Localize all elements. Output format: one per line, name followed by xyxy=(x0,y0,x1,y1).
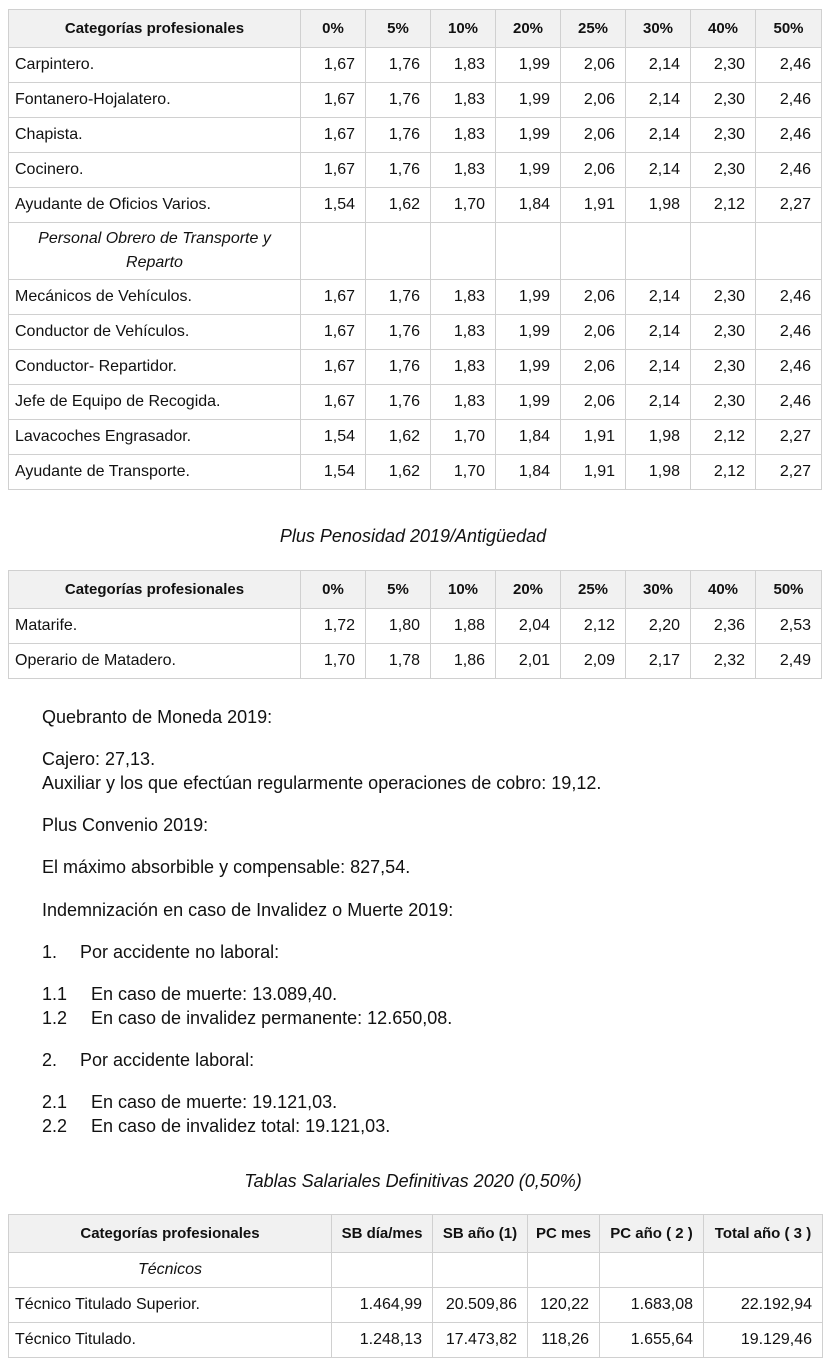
list-number: 2. xyxy=(42,1050,58,1070)
value-cell: 1,62 xyxy=(366,420,431,455)
value-cell: 17.473,82 xyxy=(433,1323,528,1358)
value-cell: 2,12 xyxy=(561,609,626,644)
column-header: 20% xyxy=(496,10,561,48)
value-cell: 2,14 xyxy=(626,350,691,385)
empty-cell xyxy=(756,223,822,280)
column-header: 5% xyxy=(366,571,431,609)
value-cell: 1,88 xyxy=(431,609,496,644)
value-cell: 2,36 xyxy=(691,609,756,644)
list-number: 2.2 xyxy=(42,1116,68,1136)
column-header: 30% xyxy=(626,10,691,48)
value-cell: 1,86 xyxy=(431,644,496,679)
table-row xyxy=(9,609,822,644)
value-cell: 2,53 xyxy=(756,609,822,644)
table-row xyxy=(9,48,822,83)
value-cell: 1,83 xyxy=(431,83,496,118)
category-cell: Fontanero-Hojalatero. xyxy=(9,83,301,118)
value-cell: 1,76 xyxy=(366,280,431,315)
list-number: 1.2 xyxy=(42,1008,68,1028)
value-cell: 1,76 xyxy=(366,385,431,420)
value-cell: 1,98 xyxy=(626,420,691,455)
value-cell: 22.192,94 xyxy=(704,1288,823,1323)
table-header-row xyxy=(9,1215,823,1253)
table-header-row xyxy=(9,10,822,48)
value-cell: 2,27 xyxy=(756,420,822,455)
table-row xyxy=(9,315,822,350)
list-text: En caso de muerte: 13.089,40. xyxy=(91,984,338,1004)
column-header: 0% xyxy=(301,10,366,48)
value-cell: 118,26 xyxy=(528,1323,600,1358)
empty-cell xyxy=(704,1253,823,1288)
value-cell: 1,67 xyxy=(301,315,366,350)
value-cell: 2,06 xyxy=(561,280,626,315)
value-cell: 2,12 xyxy=(691,420,756,455)
list-number: 1.1 xyxy=(42,984,68,1004)
table-row xyxy=(9,420,822,455)
value-cell: 1,67 xyxy=(301,118,366,153)
column-header: 0% xyxy=(301,571,366,609)
table-row xyxy=(9,455,822,490)
value-cell: 1,84 xyxy=(496,455,561,490)
value-cell: 1,67 xyxy=(301,48,366,83)
value-cell: 1,76 xyxy=(366,350,431,385)
value-cell: 1,83 xyxy=(431,350,496,385)
table-row xyxy=(9,385,822,420)
table-row xyxy=(9,83,822,118)
empty-cell xyxy=(431,223,496,280)
caption-tablas-salariales: Tablas Salariales Definitivas 2020 (0,50%) xyxy=(244,1171,582,1191)
value-cell: 1,83 xyxy=(431,48,496,83)
column-header: SB día/mes xyxy=(332,1215,433,1253)
list-item xyxy=(42,942,279,963)
category-cell: Mecánicos de Vehículos. xyxy=(9,280,301,315)
table-row xyxy=(9,644,822,679)
list-item xyxy=(42,1116,390,1137)
value-cell: 1,99 xyxy=(496,118,561,153)
value-cell: 1,67 xyxy=(301,83,366,118)
value-cell: 2,14 xyxy=(626,315,691,350)
value-cell: 2,14 xyxy=(626,280,691,315)
plus-table-antiguedad xyxy=(8,9,822,490)
column-header: Categorías profesionales xyxy=(9,10,301,48)
value-cell: 2,30 xyxy=(691,118,756,153)
list-number: 1. xyxy=(42,942,58,962)
value-cell: 2,06 xyxy=(561,153,626,188)
list-item xyxy=(42,1008,452,1029)
value-cell: 120,22 xyxy=(528,1288,600,1323)
value-cell: 2,14 xyxy=(626,48,691,83)
empty-cell xyxy=(528,1253,600,1288)
value-cell: 2,01 xyxy=(496,644,561,679)
value-cell: 2,14 xyxy=(626,385,691,420)
value-cell: 2,06 xyxy=(561,315,626,350)
value-cell: 1,83 xyxy=(431,280,496,315)
value-cell: 2,49 xyxy=(756,644,822,679)
column-header: 5% xyxy=(366,10,431,48)
value-cell: 2,14 xyxy=(626,118,691,153)
quebranto-title: Quebranto de Moneda 2019: xyxy=(42,707,273,727)
value-cell: 2,30 xyxy=(691,48,756,83)
plus-convenio-title: Plus Convenio 2019: xyxy=(42,815,209,835)
column-header: 30% xyxy=(626,571,691,609)
column-header: 10% xyxy=(431,571,496,609)
category-cell: Conductor- Repartidor. xyxy=(9,350,301,385)
column-header: 50% xyxy=(756,10,822,48)
value-cell: 2,46 xyxy=(756,315,822,350)
value-cell: 2,17 xyxy=(626,644,691,679)
empty-cell xyxy=(433,1253,528,1288)
value-cell: 2,46 xyxy=(756,118,822,153)
value-cell: 2,30 xyxy=(691,350,756,385)
category-cell: Jefe de Equipo de Recogida. xyxy=(9,385,301,420)
value-cell: 2,46 xyxy=(756,350,822,385)
caption-plus-penosidad: Plus Penosidad 2019/Antigüedad xyxy=(279,526,547,546)
value-cell: 2,14 xyxy=(626,153,691,188)
value-cell: 1,70 xyxy=(431,188,496,223)
column-header: 10% xyxy=(431,10,496,48)
value-cell: 1,84 xyxy=(496,420,561,455)
category-cell: Técnico Titulado Superior. xyxy=(9,1288,332,1323)
section-row xyxy=(9,1253,823,1288)
list-text: Por accidente no laboral: xyxy=(80,942,280,962)
value-cell: 2,09 xyxy=(561,644,626,679)
value-cell: 1,67 xyxy=(301,153,366,188)
value-cell: 2,30 xyxy=(691,153,756,188)
table-row xyxy=(9,1288,823,1323)
value-cell: 1,72 xyxy=(301,609,366,644)
empty-cell xyxy=(332,1253,433,1288)
value-cell: 2,12 xyxy=(691,455,756,490)
value-cell: 2,46 xyxy=(756,153,822,188)
value-cell: 1,91 xyxy=(561,188,626,223)
value-cell: 1,76 xyxy=(366,153,431,188)
value-cell: 2,14 xyxy=(626,83,691,118)
column-header: 50% xyxy=(756,571,822,609)
value-cell: 1,54 xyxy=(301,455,366,490)
value-cell: 1,99 xyxy=(496,315,561,350)
value-cell: 1,67 xyxy=(301,280,366,315)
empty-cell xyxy=(691,223,756,280)
value-cell: 1,84 xyxy=(496,188,561,223)
value-cell: 1,70 xyxy=(431,420,496,455)
value-cell: 2,06 xyxy=(561,48,626,83)
category-cell: Chapista. xyxy=(9,118,301,153)
list-text: En caso de muerte: 19.121,03. xyxy=(91,1092,338,1112)
column-header: 20% xyxy=(496,571,561,609)
category-cell: Matarife. xyxy=(9,609,301,644)
value-cell: 1,99 xyxy=(496,83,561,118)
value-cell: 1,70 xyxy=(431,455,496,490)
maximo-text: El máximo absorbible y compensable: 827,54. xyxy=(42,857,411,877)
column-header: 25% xyxy=(561,10,626,48)
salary-table-2020 xyxy=(8,1214,823,1358)
value-cell: 2,46 xyxy=(756,280,822,315)
column-header: PC mes xyxy=(528,1215,600,1253)
category-cell: Cocinero. xyxy=(9,153,301,188)
value-cell: 1.683,08 xyxy=(600,1288,704,1323)
value-cell: 1,76 xyxy=(366,118,431,153)
value-cell: 1,83 xyxy=(431,385,496,420)
section-row xyxy=(9,223,822,280)
value-cell: 1,76 xyxy=(366,315,431,350)
cajero-text: Cajero: 27,13. xyxy=(42,749,156,769)
category-cell: Conductor de Vehículos. xyxy=(9,315,301,350)
column-header: Categorías profesionales xyxy=(9,571,301,609)
value-cell: 1,99 xyxy=(496,280,561,315)
value-cell: 2,06 xyxy=(561,83,626,118)
value-cell: 1,99 xyxy=(496,350,561,385)
list-item xyxy=(42,1050,254,1071)
value-cell: 2,30 xyxy=(691,315,756,350)
section-label: Técnicos xyxy=(9,1253,332,1288)
value-cell: 1,99 xyxy=(496,385,561,420)
empty-cell xyxy=(561,223,626,280)
category-cell: Operario de Matadero. xyxy=(9,644,301,679)
value-cell: 19.129,46 xyxy=(704,1323,823,1358)
value-cell: 2,04 xyxy=(496,609,561,644)
value-cell: 1,70 xyxy=(301,644,366,679)
value-cell: 1,67 xyxy=(301,385,366,420)
value-cell: 1.248,13 xyxy=(332,1323,433,1358)
value-cell: 2,30 xyxy=(691,385,756,420)
value-cell: 1,83 xyxy=(431,153,496,188)
empty-cell xyxy=(496,223,561,280)
value-cell: 1,83 xyxy=(431,118,496,153)
list-item xyxy=(42,1092,337,1113)
column-header: Categorías profesionales xyxy=(9,1215,332,1253)
value-cell: 1,91 xyxy=(561,420,626,455)
value-cell: 1,83 xyxy=(431,315,496,350)
value-cell: 1,54 xyxy=(301,188,366,223)
value-cell: 2,46 xyxy=(756,385,822,420)
category-cell: Carpintero. xyxy=(9,48,301,83)
column-header: 25% xyxy=(561,571,626,609)
value-cell: 2,06 xyxy=(561,118,626,153)
empty-cell xyxy=(600,1253,704,1288)
value-cell: 1,67 xyxy=(301,350,366,385)
value-cell: 1,99 xyxy=(496,48,561,83)
value-cell: 1.655,64 xyxy=(600,1323,704,1358)
table-row xyxy=(9,1323,823,1358)
value-cell: 2,27 xyxy=(756,188,822,223)
indemnizacion-title: Indemnización en caso de Invalidez o Muerte 2019: xyxy=(42,900,454,920)
column-header: SB año (1) xyxy=(433,1215,528,1253)
value-cell: 1,54 xyxy=(301,420,366,455)
column-header: Total año ( 3 ) xyxy=(704,1215,823,1253)
value-cell: 1,76 xyxy=(366,83,431,118)
value-cell: 2,27 xyxy=(756,455,822,490)
value-cell: 1,62 xyxy=(366,188,431,223)
table-row xyxy=(9,350,822,385)
list-text: Por accidente laboral: xyxy=(80,1050,255,1070)
list-number: 2.1 xyxy=(42,1092,68,1112)
value-cell: 1.464,99 xyxy=(332,1288,433,1323)
value-cell: 2,06 xyxy=(561,385,626,420)
list-item xyxy=(42,984,337,1005)
category-cell: Ayudante de Transporte. xyxy=(9,455,301,490)
empty-cell xyxy=(366,223,431,280)
value-cell: 1,99 xyxy=(496,153,561,188)
auxiliar-text: Auxiliar y los que efectúan regularmente operaciones de cobro: 19,12. xyxy=(42,773,602,793)
list-text: En caso de invalidez permanente: 12.650,08. xyxy=(91,1008,453,1028)
column-header: 40% xyxy=(691,571,756,609)
category-cell: Técnico Titulado. xyxy=(9,1323,332,1358)
category-cell: Ayudante de Oficios Varios. xyxy=(9,188,301,223)
value-cell: 1,98 xyxy=(626,455,691,490)
column-header: PC año ( 2 ) xyxy=(600,1215,704,1253)
value-cell: 2,12 xyxy=(691,188,756,223)
value-cell: 1,80 xyxy=(366,609,431,644)
table-row xyxy=(9,153,822,188)
list-text: En caso de invalidez total: 19.121,03. xyxy=(91,1116,391,1136)
value-cell: 1,76 xyxy=(366,48,431,83)
value-cell: 1,91 xyxy=(561,455,626,490)
value-cell: 2,30 xyxy=(691,280,756,315)
value-cell: 2,20 xyxy=(626,609,691,644)
value-cell: 20.509,86 xyxy=(433,1288,528,1323)
value-cell: 2,06 xyxy=(561,350,626,385)
value-cell: 2,46 xyxy=(756,48,822,83)
section-label: Personal Obrero de Transporte y Reparto xyxy=(9,223,301,280)
column-header: 40% xyxy=(691,10,756,48)
table-header-row xyxy=(9,571,822,609)
value-cell: 1,78 xyxy=(366,644,431,679)
empty-cell xyxy=(626,223,691,280)
category-cell: Lavacoches Engrasador. xyxy=(9,420,301,455)
empty-cell xyxy=(301,223,366,280)
table-row xyxy=(9,188,822,223)
value-cell: 2,46 xyxy=(756,83,822,118)
table-row xyxy=(9,280,822,315)
plus-penosidad-table xyxy=(8,570,822,679)
value-cell: 2,32 xyxy=(691,644,756,679)
value-cell: 1,62 xyxy=(366,455,431,490)
value-cell: 2,30 xyxy=(691,83,756,118)
table-row xyxy=(9,118,822,153)
value-cell: 1,98 xyxy=(626,188,691,223)
